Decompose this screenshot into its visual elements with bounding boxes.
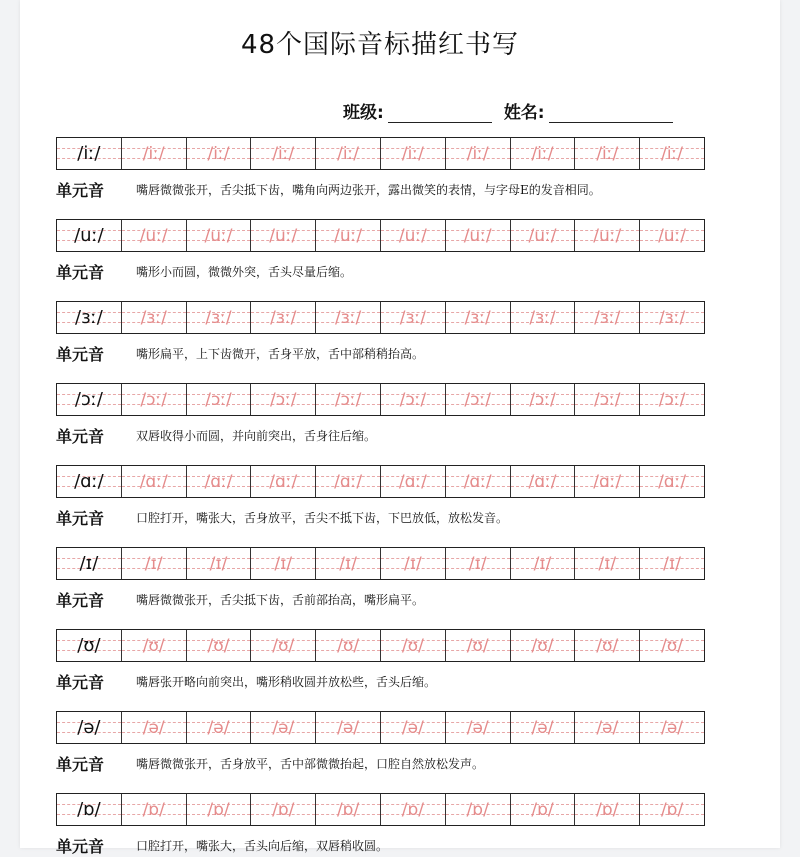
trace-symbol-cell: [315, 548, 380, 579]
tracing-grid: [56, 301, 705, 334]
trace-symbol: /ɔː/: [205, 389, 232, 410]
student-info: [343, 98, 673, 123]
trace-symbol-cell: [315, 220, 380, 251]
tracing-grid: [56, 465, 705, 498]
pronunciation-note: [56, 178, 601, 201]
trace-symbol-cell: [510, 794, 575, 825]
trace-symbol: /ɜː/: [464, 307, 491, 328]
trace-symbol-cell: [315, 466, 380, 497]
vowel-type-label: 单元音: [56, 509, 105, 528]
trace-symbol: /ɜː/: [399, 307, 426, 328]
trace-symbol-cell: [574, 220, 639, 251]
trace-symbol-cell: [186, 302, 251, 333]
class-blank: [388, 104, 492, 123]
trace-symbol-cell: [445, 630, 510, 661]
trace-symbol-cell: [380, 794, 445, 825]
trace-symbol-cell: [445, 384, 510, 415]
model-symbol-cell: [57, 794, 121, 825]
trace-symbol: /ə/: [531, 717, 554, 738]
model-symbol-cell: [57, 712, 121, 743]
model-symbol-cell: [57, 466, 121, 497]
model-symbol-cell: [57, 384, 121, 415]
trace-symbol-cell: [510, 302, 575, 333]
trace-symbol: /ɑː/: [398, 471, 427, 492]
trace-symbol-cell: [639, 548, 704, 579]
trace-symbol-cell: [574, 630, 639, 661]
trace-symbol: /ɑː/: [204, 471, 233, 492]
phonetic-symbol: /ɑː/: [74, 471, 104, 492]
tracing-grid: [56, 383, 705, 416]
trace-symbol-cell: [380, 548, 445, 579]
trace-symbol: /ʊ/: [661, 635, 684, 656]
trace-symbol-cell: [445, 794, 510, 825]
vowel-type-label: 单元音: [56, 345, 105, 364]
pronunciation-description: 嘴唇微微张开，舌身放平，舌中部微微抬起，口腔自然放松发声。: [136, 757, 485, 771]
trace-symbol-cell: [186, 712, 251, 743]
trace-symbol: /ɜː/: [140, 307, 167, 328]
trace-symbol: /ɜː/: [658, 307, 686, 328]
trace-symbol-cell: [250, 138, 315, 169]
tracing-grid: [56, 711, 705, 744]
trace-symbol: /ɔː/: [270, 389, 297, 410]
trace-symbol: /ə/: [272, 717, 295, 738]
trace-symbol: /ɔː/: [658, 389, 686, 410]
trace-symbol: /iː/: [661, 143, 684, 164]
trace-symbol-cell: [574, 384, 639, 415]
trace-symbol-cell: [574, 138, 639, 169]
phonetic-symbol: /ʊ/: [77, 635, 101, 656]
trace-symbol-cell: [121, 302, 186, 333]
trace-symbol: /ɪ/: [144, 553, 163, 574]
trace-symbol: /ʊ/: [142, 635, 165, 656]
trace-symbol-cell: [380, 220, 445, 251]
trace-symbol-cell: [250, 302, 315, 333]
trace-symbol: /ɜː/: [594, 307, 621, 328]
vowel-type-label: 单元音: [56, 673, 105, 692]
trace-symbol: /ɔː/: [399, 389, 427, 410]
trace-symbol: /iː/: [142, 143, 165, 164]
trace-symbol: /ʊ/: [531, 635, 554, 656]
trace-symbol-cell: [250, 220, 315, 251]
trace-symbol-cell: [186, 794, 251, 825]
trace-symbol: /ɔː/: [594, 389, 621, 410]
model-symbol-cell: [57, 220, 121, 251]
trace-symbol-cell: [250, 794, 315, 825]
trace-symbol-cell: [510, 138, 575, 169]
pronunciation-note: [56, 506, 508, 529]
trace-symbol: /ɑː/: [658, 471, 687, 492]
trace-symbol-cell: [250, 712, 315, 743]
trace-symbol-cell: [574, 548, 639, 579]
trace-symbol-cell: [639, 384, 704, 415]
trace-symbol-cell: [121, 712, 186, 743]
trace-symbol: /ɪ/: [339, 553, 357, 574]
trace-symbol-cell: [121, 548, 186, 579]
trace-symbol-cell: [445, 712, 510, 743]
tracing-grid: [56, 137, 705, 170]
trace-symbol: /iː/: [401, 143, 424, 164]
trace-symbol: /uː/: [398, 225, 427, 246]
trace-symbol-cell: [121, 630, 186, 661]
model-symbol-cell: [57, 302, 121, 333]
pronunciation-note: [56, 424, 376, 447]
trace-symbol-cell: [445, 466, 510, 497]
trace-symbol-cell: [445, 138, 510, 169]
phonetic-symbol: /ɜː/: [75, 307, 103, 328]
trace-symbol: /ɒ/: [660, 799, 684, 820]
name-blank: [549, 104, 673, 123]
tracing-grid: [56, 547, 705, 580]
trace-symbol-cell: [186, 466, 251, 497]
trace-symbol-cell: [510, 630, 575, 661]
trace-symbol-cell: [380, 138, 445, 169]
trace-symbol: /ə/: [207, 717, 230, 738]
trace-symbol: /ɒ/: [336, 799, 360, 820]
trace-symbol: /iː/: [272, 143, 295, 164]
tracing-grid: [56, 629, 705, 662]
trace-symbol-cell: [510, 712, 575, 743]
trace-symbol: /uː/: [593, 225, 622, 246]
trace-symbol: /ɒ/: [596, 799, 619, 820]
trace-symbol-cell: [380, 466, 445, 497]
vowel-type-label: 单元音: [56, 755, 105, 774]
phonetic-symbol: /ə/: [77, 717, 101, 738]
trace-symbol-cell: [639, 220, 704, 251]
vowel-type-label: 单元音: [56, 181, 105, 200]
trace-symbol: /uː/: [269, 225, 298, 246]
trace-symbol-cell: [510, 220, 575, 251]
phonetic-symbol: /ɒ/: [77, 799, 101, 820]
trace-symbol: /ʊ/: [596, 635, 619, 656]
pronunciation-description: 双唇收得小而圆，并向前突出，舌身往后缩。: [136, 429, 377, 443]
trace-symbol-cell: [186, 384, 251, 415]
trace-symbol-cell: [315, 630, 380, 661]
trace-symbol: /ə/: [142, 717, 165, 738]
trace-symbol: /ɪ/: [663, 553, 681, 574]
trace-symbol-cell: [186, 548, 251, 579]
trace-symbol: /ɜː/: [529, 307, 556, 328]
trace-symbol: /ɒ/: [531, 799, 554, 820]
pronunciation-description: 嘴唇张开略向前突出，嘴形稍收圆并放松些，舌头后缩。: [136, 675, 437, 689]
trace-symbol-cell: [121, 466, 186, 497]
trace-symbol-cell: [186, 220, 251, 251]
trace-symbol: /uː/: [528, 225, 557, 246]
trace-symbol-cell: [639, 630, 704, 661]
vowel-type-label: 单元音: [56, 837, 105, 856]
pronunciation-description: 嘴唇微微张开，舌尖抵下齿，舌前部抬高，嘴形扁平。: [136, 593, 425, 607]
trace-symbol-cell: [445, 220, 510, 251]
trace-symbol-cell: [380, 712, 445, 743]
trace-symbol: /ɪ/: [598, 553, 617, 574]
pronunciation-note: [56, 670, 436, 693]
trace-symbol-cell: [445, 548, 510, 579]
trace-symbol: /ɑː/: [528, 471, 557, 492]
trace-symbol: /ʊ/: [207, 635, 230, 656]
trace-symbol: /ɪ/: [533, 553, 552, 574]
trace-symbol: /ə/: [661, 717, 684, 738]
trace-symbol: /ɒ/: [142, 799, 165, 820]
trace-symbol-cell: [121, 138, 186, 169]
trace-symbol-cell: [250, 384, 315, 415]
pronunciation-note: [56, 834, 388, 857]
pronunciation-description: 嘴唇微微张开，舌尖抵下齿，嘴角向两边张开，露出微笑的表情，与字母E的发音相同。: [136, 183, 601, 197]
pronunciation-description: 嘴形小而圆，微微外突，舌头尽量后缩。: [136, 265, 353, 279]
model-symbol-cell: [57, 630, 121, 661]
trace-symbol-cell: [315, 384, 380, 415]
trace-symbol-cell: [639, 302, 704, 333]
trace-symbol-cell: [380, 384, 445, 415]
pronunciation-description: 口腔打开，嘴张大，舌头向后缩，双唇稍收圆。: [136, 839, 389, 853]
vowel-type-label: 单元音: [56, 427, 105, 446]
trace-symbol: /iː/: [466, 143, 489, 164]
trace-symbol-cell: [510, 384, 575, 415]
trace-symbol: /ɔː/: [529, 389, 556, 410]
trace-symbol: /iː/: [337, 143, 360, 164]
trace-symbol: /ə/: [596, 717, 619, 738]
vowel-type-label: 单元音: [56, 591, 105, 610]
trace-symbol: /ɜː/: [334, 307, 362, 328]
trace-symbol-cell: [121, 220, 186, 251]
trace-symbol-cell: [510, 466, 575, 497]
trace-symbol: /ɔː/: [334, 389, 362, 410]
model-symbol-cell: [57, 138, 121, 169]
phonetic-symbol: /ɪ/: [79, 553, 99, 574]
trace-symbol-cell: [380, 302, 445, 333]
trace-symbol-cell: [574, 794, 639, 825]
trace-symbol-cell: [121, 384, 186, 415]
trace-symbol-cell: [186, 630, 251, 661]
pronunciation-note: [56, 260, 352, 283]
trace-symbol-cell: [445, 302, 510, 333]
trace-symbol-cell: [380, 630, 445, 661]
trace-symbol-cell: [315, 712, 380, 743]
trace-symbol: /ɒ/: [466, 799, 489, 820]
trace-symbol-cell: [315, 794, 380, 825]
trace-symbol: /ɑː/: [269, 471, 298, 492]
trace-symbol: /ɑː/: [334, 471, 363, 492]
trace-symbol: /uː/: [204, 225, 233, 246]
pronunciation-note: [56, 342, 424, 365]
trace-symbol: /ɪ/: [468, 553, 487, 574]
trace-symbol-cell: [250, 466, 315, 497]
phonetic-symbol: /ɔː/: [74, 389, 103, 410]
tracing-grid: [56, 219, 705, 252]
trace-symbol: /ɒ/: [207, 799, 230, 820]
page-title: 48个国际音标描红书写: [240, 30, 520, 60]
trace-symbol: /ɪ/: [403, 553, 422, 574]
trace-symbol: /iː/: [207, 143, 230, 164]
trace-symbol-cell: [639, 712, 704, 743]
trace-symbol-cell: [250, 630, 315, 661]
trace-symbol: /ɑː/: [463, 471, 492, 492]
trace-symbol-cell: [574, 466, 639, 497]
trace-symbol: /ɑː/: [139, 471, 168, 492]
trace-symbol: /uː/: [334, 225, 363, 246]
tracing-grid: [56, 793, 705, 826]
trace-symbol: /uː/: [463, 225, 492, 246]
trace-symbol-cell: [315, 138, 380, 169]
trace-symbol-cell: [510, 548, 575, 579]
trace-symbol: /iː/: [596, 143, 619, 164]
trace-symbol: /ə/: [401, 717, 424, 738]
model-symbol-cell: [57, 548, 121, 579]
trace-symbol: /ɔː/: [140, 389, 167, 410]
trace-symbol-cell: [639, 794, 704, 825]
trace-symbol-cell: [186, 138, 251, 169]
trace-symbol: /uː/: [658, 225, 687, 246]
trace-symbol: /ɒ/: [272, 799, 295, 820]
trace-symbol: /ʊ/: [337, 635, 360, 656]
trace-symbol-cell: [250, 548, 315, 579]
phonetic-symbol: /iː/: [77, 143, 101, 164]
pronunciation-note: [56, 752, 484, 775]
trace-symbol-cell: [315, 302, 380, 333]
trace-symbol: /ɜː/: [205, 307, 232, 328]
name-label: 姓名:: [503, 103, 545, 123]
trace-symbol: /ɔː/: [464, 389, 491, 410]
trace-symbol-cell: [574, 712, 639, 743]
pronunciation-description: 嘴形扁平，上下齿微开，舌身平放，舌中部稍稍抬高。: [136, 347, 425, 361]
phonetic-symbol: /uː/: [74, 225, 104, 246]
trace-symbol: /ʊ/: [401, 635, 424, 656]
trace-symbol: /ɑː/: [593, 471, 622, 492]
trace-symbol: /ɪ/: [209, 553, 228, 574]
trace-symbol: /iː/: [531, 143, 554, 164]
vowel-type-label: 单元音: [56, 263, 105, 282]
trace-symbol: /ə/: [466, 717, 489, 738]
trace-symbol: /ʊ/: [466, 635, 489, 656]
trace-symbol: /ɪ/: [274, 553, 293, 574]
trace-symbol: /ɒ/: [401, 799, 424, 820]
trace-symbol: /uː/: [139, 225, 168, 246]
class-label: 班级:: [343, 103, 384, 123]
trace-symbol: /ə/: [337, 717, 360, 738]
pronunciation-note: [56, 588, 424, 611]
trace-symbol: /ʊ/: [272, 635, 295, 656]
trace-symbol-cell: [574, 302, 639, 333]
trace-symbol-cell: [639, 466, 704, 497]
trace-symbol-cell: [121, 794, 186, 825]
trace-symbol: /ɜː/: [270, 307, 297, 328]
pronunciation-description: 口腔打开，嘴张大，舌身放平，舌尖不抵下齿，下巴放低，放松发音。: [136, 511, 509, 525]
trace-symbol-cell: [639, 138, 704, 169]
